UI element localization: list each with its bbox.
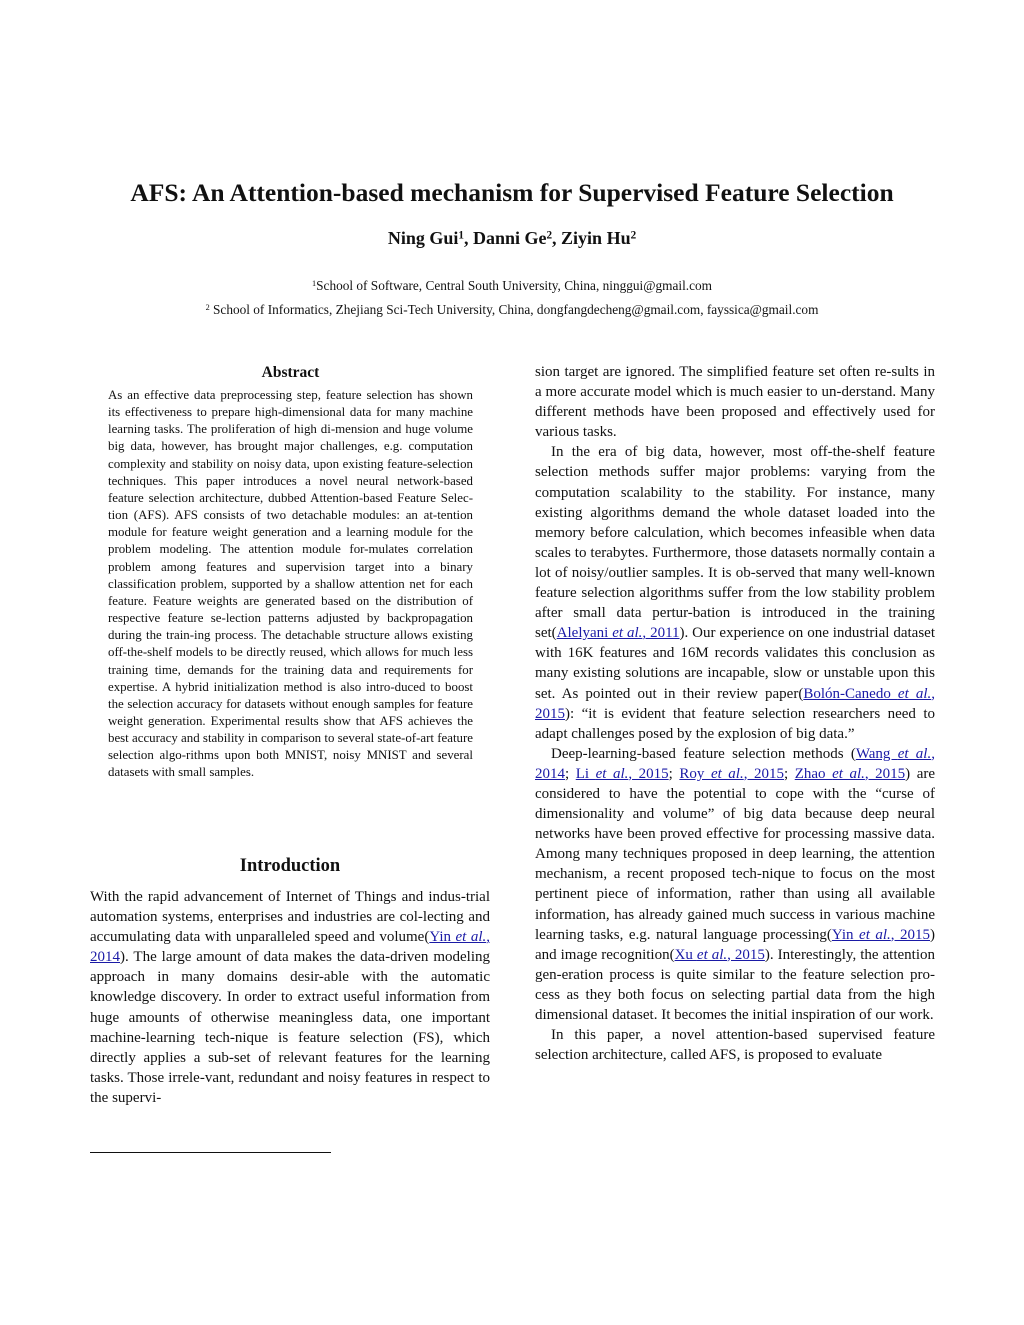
affil-mark: 1 xyxy=(312,278,317,288)
affiliation-1 xyxy=(0,277,1024,295)
citation-link[interactable] xyxy=(675,947,765,963)
author-name: Ning Gui xyxy=(387,228,459,248)
affil-mark: 2 xyxy=(205,302,210,312)
text-run: Deep-learning-based feature selection methods ( xyxy=(551,745,856,762)
paragraph: In this paper, a novel attention-based supervised feature selection architecture, called AFS, is proposed to evaluate xyxy=(535,1027,935,1064)
text-run: ). Interestingly, the attention gen-eration process is quite similar to the feature selection pro-cess as they both focus on selecting partial data from the high dimensional dataset. It becomes the initial inspiration of our work. xyxy=(535,946,935,1023)
text-run: ) and image recognition( xyxy=(535,926,935,963)
cite-year: , 2015 xyxy=(628,765,669,782)
citation-link[interactable] xyxy=(576,766,669,782)
affiliation-2 xyxy=(0,301,1024,319)
text-run: ): “it is evident that feature selection researchers need to adapt challenges posed by the explosion of big data.” xyxy=(535,705,935,742)
cite-year: , 2015 xyxy=(743,765,785,782)
paragraph xyxy=(535,442,935,743)
abstract-heading: Abstract xyxy=(261,364,320,381)
citation-link[interactable] xyxy=(795,766,905,782)
paper-title: AFS: An Attention-based mechanism for Supervised Feature Selection xyxy=(130,178,894,207)
citation-link[interactable] xyxy=(832,927,930,943)
abstract-body: As an effective data preprocessing step, feature selection has shown its effectiveness to prepare high-dimensional data for many machine learning tasks. The proliferation of high di-mension and huge volume big data, however, has brought major challenges, e.g. computation complexity and stability on noisy data, upon existing feature-selection techniques. This paper introduces a novel neural network-based feature selection architecture, dubbed Attention-based Feature Selec-tion (AFS). AFS consists of two detachable modules: an at-tention module for feature weight generation and a learning module for the problem modeling. The attention module for-mulates correlation problem among features and supervision target into a binary classification problem, supported by a shallow attention net for each feature. Feature weights are generated based on the distribution of respective feature se-lection patterns adjusted by backpropagation during the train-ing process. The detachable structure allows existing off-the-shelf models to be directly reused, which allows for much less training time, demands for the training data and requirements for expertise. A hybrid initialization method is also intro-duced to boost the selection accuracy for datasets without enough samples for feature weight generation. Experimental results show that AFS achieves the best accuracy and stability in comparison to several state-of-art feature selection algo-rithms upon both MNIST, noisy MNIST and several datasets with small samples. xyxy=(108,388,473,780)
author-affil-mark: 2 xyxy=(630,229,637,242)
introduction-paragraph xyxy=(90,887,490,1108)
author-affil-mark: 2 xyxy=(546,229,553,242)
cite-etal: et al. xyxy=(696,946,728,963)
footnote-divider xyxy=(90,1152,331,1153)
paragraph: sion target are ignored. The simplified feature set often re-sults in a more accurate model which is much easier to un-derstand. Many different methods have been proposed and effectively used for various tasks. xyxy=(535,364,935,441)
author-name: Danni Ge xyxy=(472,228,547,248)
cite-author: Yin xyxy=(831,926,860,943)
cite-year: , 2015 xyxy=(727,946,765,963)
cite-author: Bolón-Canedo xyxy=(803,685,898,702)
cite-year: , 2015 xyxy=(890,926,930,943)
cite-author: Yin xyxy=(429,929,456,946)
citation-link[interactable] xyxy=(557,625,680,641)
cite-author: Zhao xyxy=(794,765,833,782)
cite-author: Wang xyxy=(855,745,898,762)
cite-etal: et al. xyxy=(595,765,629,782)
text-run: ) are considered to have the potential to cope with the “curse of dimensionality and volume” of big data because deep neural networks have been proved effective for processing massive data. Among many techniques proposed in deep learning, the attention mechanism, a recent proposed tech-nique to focus on the most pertinent piece of information, rather than using all available information, has already gained much success in various machine learning tasks, e.g. natural language processing( xyxy=(535,765,936,943)
right-column xyxy=(535,362,935,1065)
author-list: Ning Gui$^1$, Danni Ge$^2$, Ziyin Hu$^2$ xyxy=(387,228,637,248)
cite-author: Xu xyxy=(674,946,697,963)
text-run: ). Our experience on one industrial dataset with 16K features and 16M records validates this conclusion as many existing solutions are incapable, slow or unstable upon this set. As pointed out in their review paper( xyxy=(535,625,935,702)
cite-etal: et al. xyxy=(455,929,487,946)
text-run: ; xyxy=(784,765,795,782)
affil-text: School of Informatics, Zhejiang Sci-Tech University, China, dongfangdecheng@gmail.com, fayssica@gmail.com xyxy=(209,302,819,317)
cite-author: Roy xyxy=(679,765,711,782)
cite-etal: et al. xyxy=(612,625,643,642)
cite-etal: et al. xyxy=(832,765,865,782)
affil-text: School of Software, Central South University, China, ninggui@gmail.com xyxy=(316,278,712,293)
introduction-heading: Introduction xyxy=(239,856,341,876)
cite-etal: et al. xyxy=(897,745,932,762)
text-run: ; xyxy=(668,765,680,782)
cite-author: Alelyani xyxy=(556,625,613,642)
text-run: ; xyxy=(565,765,576,782)
text-run: In the era of big data, however, most off-the-shelf feature selection methods suffer major problems: varying from the computation scalability to the stability. For instance, many existing algorithms demand the whole dataset loaded into the memory before calculation, which becomes infeasible when data scales to terabytes. Furthermore, those datasets normally contain a lot of noisy/outlier samples. It is ob-served that many well-known feature selection algorithms suffer from the low stability problem after small data pertur-bation is introduced in the training set( xyxy=(535,444,935,642)
citation-link[interactable] xyxy=(679,766,784,782)
text-run: With the rapid advancement of Internet of Things and indus-trial automation systems, enterprises and industries are col-lecting and accumulating data with unparalleled speed and volume( xyxy=(90,889,490,946)
cite-year: , 2014 xyxy=(90,929,490,966)
cite-author: Li xyxy=(575,765,596,782)
cite-year: , 2015 xyxy=(535,685,935,722)
text-run: ). The large amount of data makes the data-driven modeling approach in many domains desir-able with the automatic knowledge discovery. In order to extract useful information from huge amounts of otherwise meaningless data, one important machine-learning tech-nique is feature selection (FS), which directly applies a sub-set of relevant features for the learning tasks. Those irrele-vant, redundant and noisy features in respect to the supervi- xyxy=(90,949,490,1106)
cite-etal: et al. xyxy=(710,765,744,782)
cite-etal: et al. xyxy=(897,685,932,702)
cite-year: , 2014 xyxy=(535,745,935,782)
cite-year: , 2015 xyxy=(864,765,906,782)
cite-year: , 2011 xyxy=(642,625,680,642)
cite-etal: et al. xyxy=(859,926,891,943)
author-name: Ziyin Hu xyxy=(561,228,631,248)
author-affil-mark: 1 xyxy=(458,229,464,242)
paragraph xyxy=(535,744,935,1025)
